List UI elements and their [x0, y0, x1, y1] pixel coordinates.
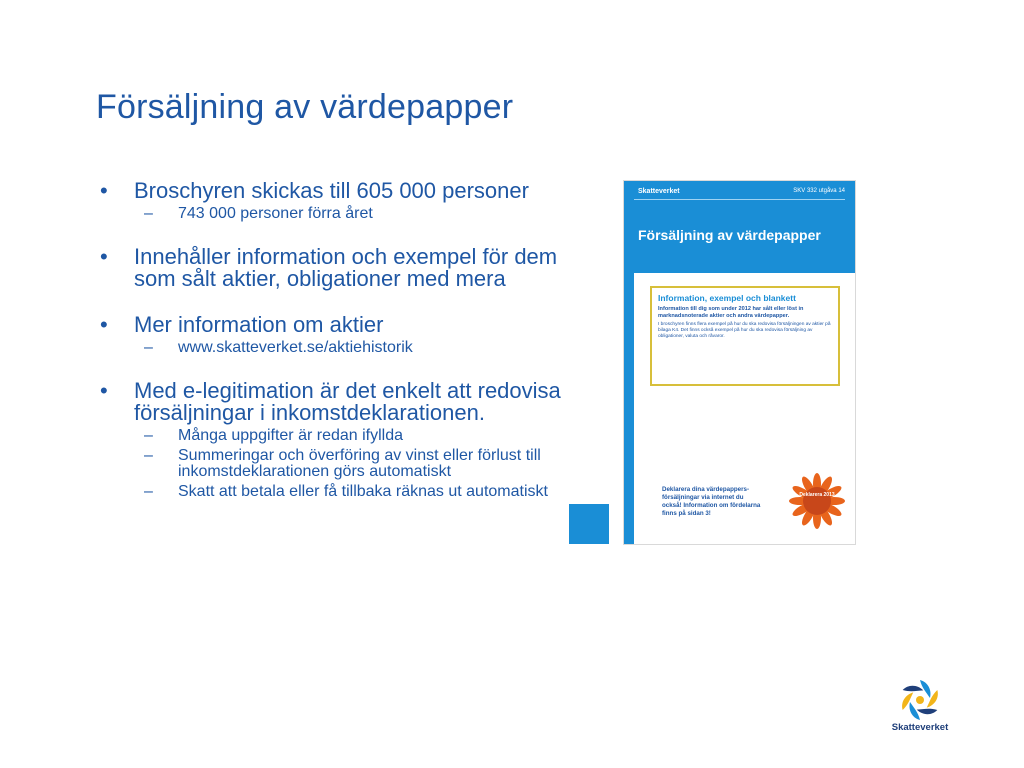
sub-bullet-dash: –	[144, 205, 153, 222]
slide-title: Försäljning av värdepapper	[96, 88, 514, 126]
sub-bullet-dash: –	[144, 339, 153, 356]
sub-bullet-item	[96, 340, 566, 356]
brochure-bottom-text: Deklarera dina värdepappers-försäljningar via internet du också! Information om fördelarna finns på sidan 3!	[662, 486, 761, 517]
brochure-box-heading: Information, exempel och blankett	[658, 293, 796, 303]
sub-bullet-text: 743 000 personer förra året	[178, 205, 373, 222]
sub-bullet-text: Skatt att betala eller få tillbaka räknas ut automatiskt	[178, 483, 548, 500]
bullet-item	[96, 314, 566, 336]
sub-bullet-dash: –	[144, 427, 153, 444]
brochure-header-line	[634, 199, 845, 200]
brochure-title: Försäljning av värdepapper	[638, 227, 821, 243]
bullet-dot: •	[100, 178, 108, 203]
sub-bullet-item	[96, 448, 566, 480]
sub-bullet-dash: –	[144, 447, 153, 464]
sub-bullet-link[interactable]: www.skatteverket.se/aktiehistorik	[178, 339, 413, 356]
brochure-cover-image	[623, 180, 856, 545]
bullet-dot: •	[100, 244, 108, 269]
sub-bullet-item	[96, 206, 566, 222]
brochure-info-box	[650, 286, 840, 386]
flower-label: Deklarera 2013	[799, 492, 835, 498]
bullet-item	[96, 246, 566, 290]
bullet-text: Broschyren skickas till 605 000 personer	[134, 178, 529, 203]
bullet-text: Med e-legitimation är det enkelt att redovisa försäljningar i inkomstdeklarationen.	[134, 378, 561, 425]
sub-bullet-text: Många uppgifter är redan ifyllda	[178, 427, 404, 444]
bullet-dot: •	[100, 312, 108, 337]
bullet-text: Mer information om aktier	[134, 312, 384, 337]
brochure-side-strip	[624, 181, 634, 544]
bullet-item	[96, 380, 566, 424]
brochure-box-text: I broschyren finns flera exempel på hur du ska redovisa försäljningen av aktier på bilaga K4. Det finns också exempel på hur du ska redovisa försäljning av obligationer, valuta och råvaror.	[658, 322, 831, 339]
bullet-list	[96, 180, 566, 500]
sub-bullet-item	[96, 484, 566, 500]
sub-bullet-item	[96, 428, 566, 444]
sub-bullet-text: Summeringar och överföring av vinst eller förlust till inkomstdeklarationen görs automatiskt	[178, 447, 541, 480]
brochure-logo-text: Skatteverket	[638, 188, 680, 195]
brochure-code: SKV 332 utgåva 14	[793, 188, 845, 194]
bullet-text: Innehåller information och exempel för dem som sålt aktier, obligationer med mera	[134, 244, 558, 291]
brochure-box-bold: Information till dig som under 2012 har sålt eller löst in marknadsnoterade aktier och andra värdepapper.	[658, 306, 804, 319]
bullet-item	[96, 180, 566, 202]
flower-icon	[789, 473, 845, 529]
decorative-blue-square	[569, 504, 609, 544]
bullet-dot: •	[100, 378, 108, 403]
skatteverket-logo-text: Skatteverket	[891, 722, 949, 733]
sub-bullet-dash: –	[144, 483, 153, 500]
